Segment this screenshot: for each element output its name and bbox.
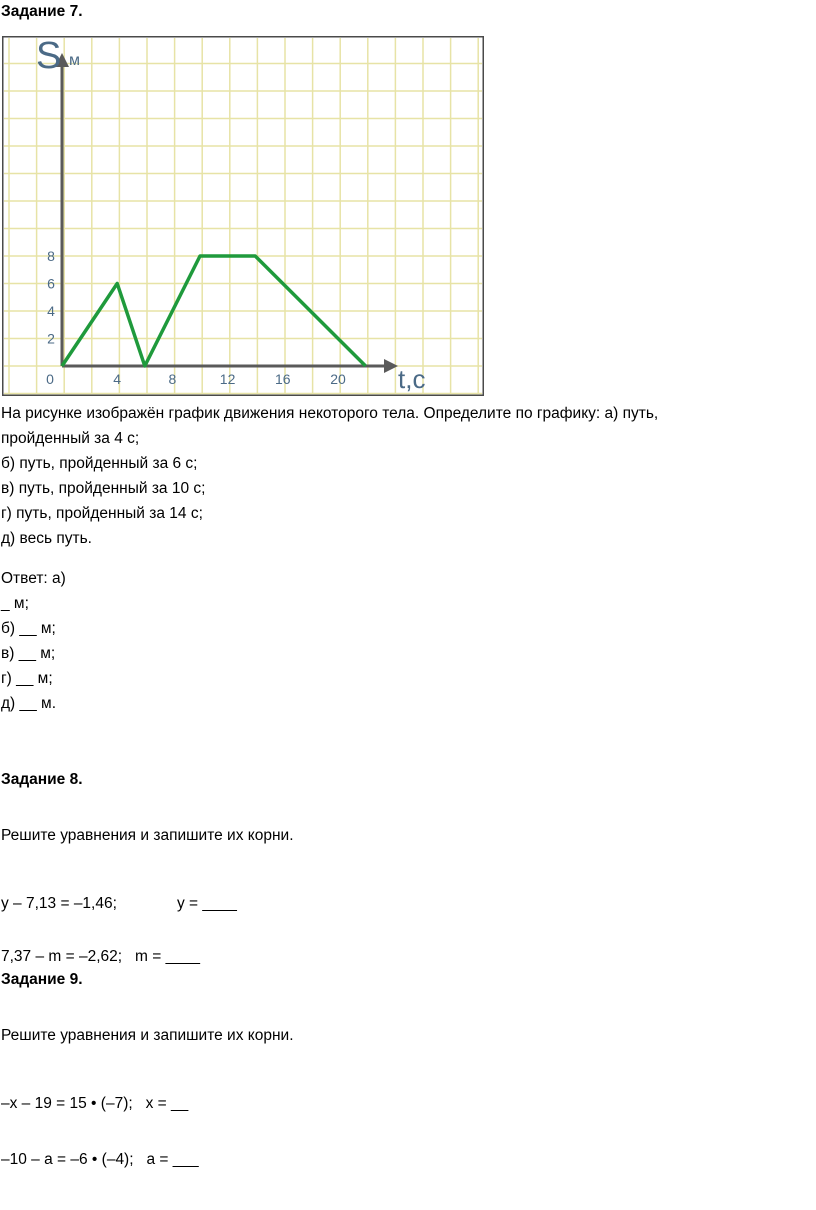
x-tick-label: 20: [330, 371, 346, 387]
task8-eq1: y – 7,13 = –1,46;: [1, 895, 117, 912]
task9-title: Задание 9.: [1, 971, 83, 988]
y-tick-label: 6: [47, 275, 55, 292]
task9-eq1: –x – 19 = 15 • (–7); x = __: [1, 1095, 189, 1112]
answer-b: б) __ м;: [1, 620, 56, 637]
y-axis-unit: м: [69, 52, 80, 69]
task8-eq1-answer: y = ____: [177, 895, 237, 912]
task7-item-b: б) путь, пройденный за 6 с;: [1, 455, 198, 472]
y-tick-label: 2: [47, 330, 55, 347]
y-tick-label: 4: [47, 303, 55, 319]
answer-a: _ м;: [1, 595, 29, 612]
task7-item-d: д) весь путь.: [1, 530, 92, 547]
task7-title: Задание 7.: [1, 3, 83, 20]
task8-title: Задание 8.: [1, 771, 83, 788]
task8-eq2: 7,37 – m = –2,62; m = ____: [1, 948, 201, 965]
task9-eq2: –10 – a = –6 • (–4); a = ___: [1, 1151, 199, 1168]
answer-d: д) __ м.: [1, 695, 57, 712]
answer-label: Ответ: а): [1, 570, 66, 587]
answer-g: г) __ м;: [1, 670, 53, 687]
answer-v: в) __ м;: [1, 645, 56, 662]
x-tick-label: 4: [113, 371, 122, 387]
task9-instruction: Решите уравнения и запишите их корни.: [1, 1027, 294, 1044]
x-tick-label: 16: [275, 371, 291, 387]
task7-item-g: г) путь, пройденный за 14 с;: [1, 505, 203, 522]
y-axis-letter: S: [36, 36, 62, 77]
motion-chart: [2, 36, 484, 396]
task7-item-v: в) путь, пройденный за 10 с;: [1, 480, 206, 497]
task7-text-line1: На рисунке изображён график движения некоторого тела. Определите по графику: а) путь,: [1, 405, 659, 422]
y-tick-label: 8: [47, 248, 55, 264]
x-tick-label: 8: [168, 371, 177, 387]
x-tick-label: 12: [219, 371, 236, 387]
task7-text-line2: пройденный за 4 с;: [1, 430, 140, 447]
x-tick-label: 0: [46, 371, 54, 387]
chart-frame: [2, 36, 484, 396]
x-axis-label: t,с: [398, 364, 426, 394]
task8-instruction: Решите уравнения и запишите их корни.: [1, 827, 294, 844]
